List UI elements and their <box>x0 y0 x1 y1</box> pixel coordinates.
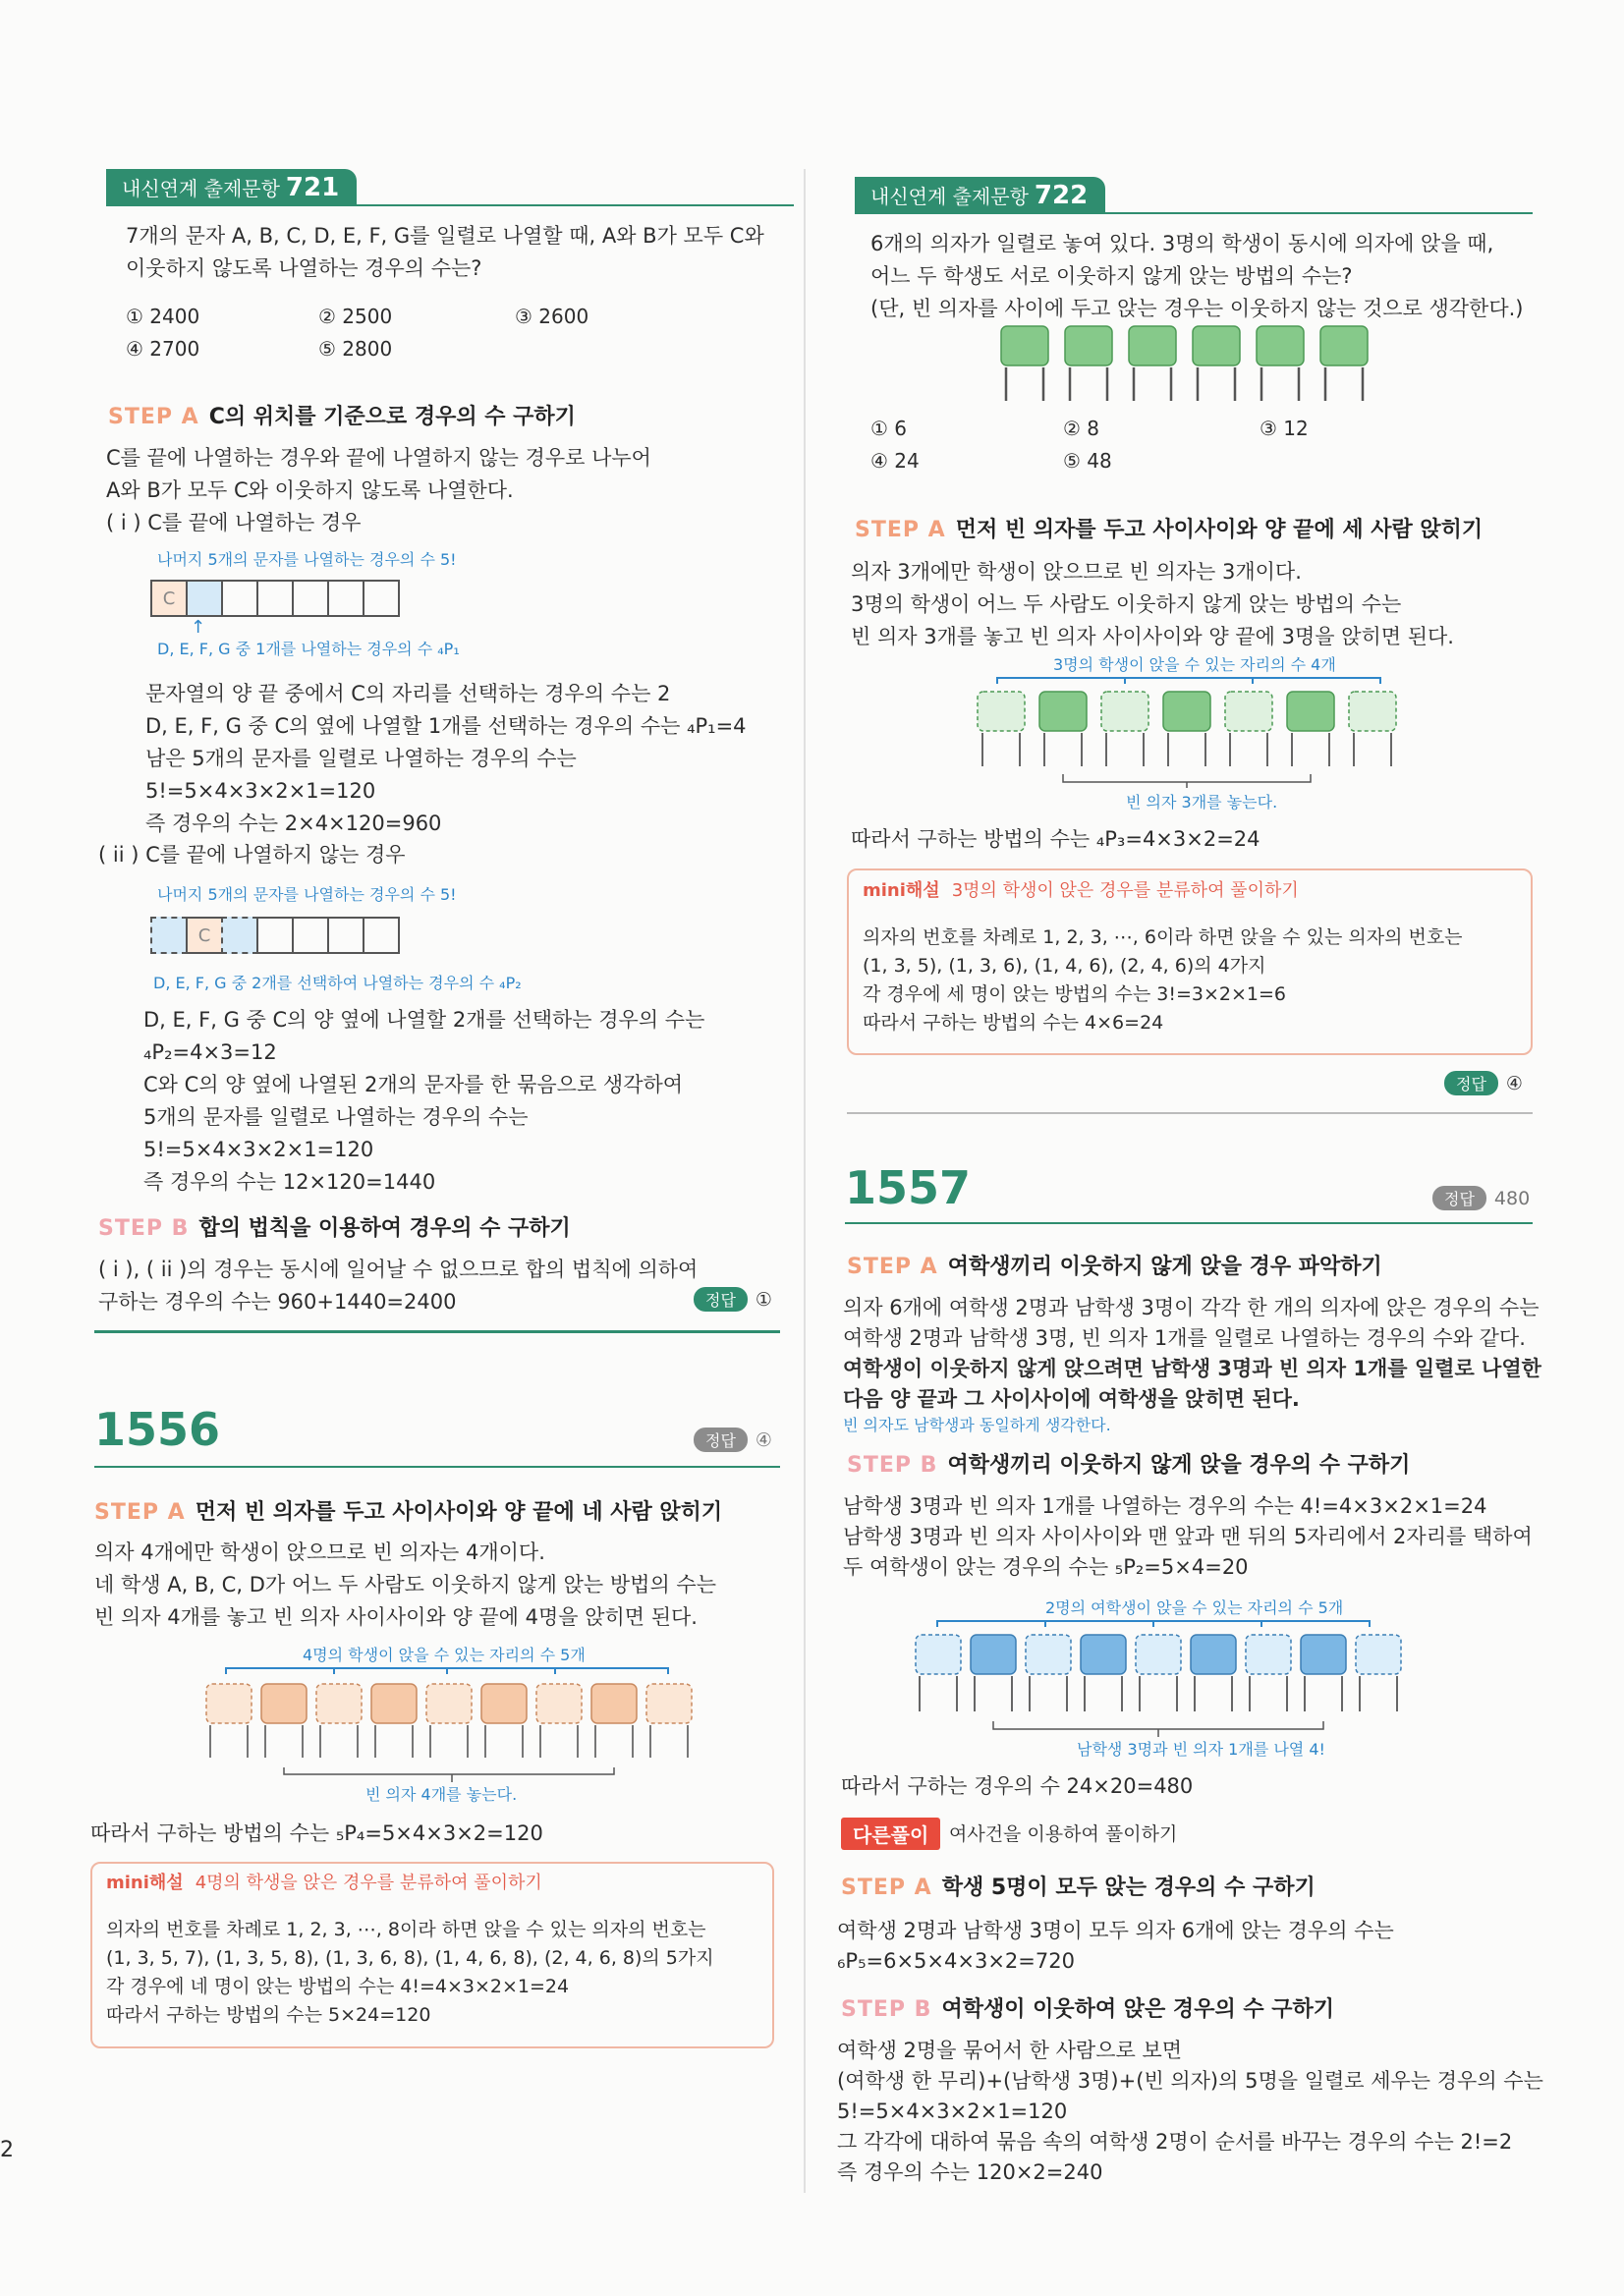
q722-text: 6개의 의자가 일렬로 놓여 있다. 3명의 학생이 동시에 의자에 앉을 때, 어느 두 학생도 서로 이웃하지 않게 앉는 방법의 수는? (단, 빈 의자를 사이에 두고 앉는 경우는 이웃하지 않는 것으로 생각한다.) <box>870 232 1524 320</box>
page-number: 2 <box>0 2138 14 2162</box>
p1557-alt-body-a: 여학생 2명과 남학생 3명이 모두 의자 6개에 앉는 경우의 수는 ₆P₅=6×5×4×3×2=720 <box>837 1919 1394 1973</box>
p1556-fig-bottom-label: 빈 의자 4개를 놓는다. <box>365 1785 518 1804</box>
diagram2-boxes: C <box>150 917 398 954</box>
p1557-alt-step-b: STEP B 여학생이 이웃하여 앉은 경우의 수 구하기 <box>841 1997 1335 2022</box>
q722-result: 따라서 구하는 방법의 수는 ₄P₃=4×3×2=24 <box>851 827 1260 851</box>
p1557-answer: 정답 480 <box>1432 1186 1530 1210</box>
p1557-body-b: 남학생 3명과 빈 의자 1개를 나열하는 경우의 수는 4!=4×3×2×1=24 남학생 3명과 빈 의자 사이사이와 맨 앞과 맨 뒤의 5자리에서 2자리를 택하여 두 여학생이 앉는 경우의 수는 ₅P₂=5×4=20 <box>843 1494 1533 1579</box>
p1556-chairs-figure <box>196 1664 727 1792</box>
p1557-alt-step-a: STEP A 학생 5명이 모두 앉는 경우의 수 구하기 <box>841 1876 1316 1900</box>
q721-text: 7개의 문자 A, B, C, D, E, F, G를 일렬로 나열할 때, A와 B가 모두 C와 이웃하지 않도록 나열하는 경우의 수는? <box>126 224 764 280</box>
p1556-answer: 정답 ④ <box>694 1428 772 1452</box>
p1556-step-a: STEP A 먼저 빈 의자를 두고 사이사이와 양 끝에 네 사람 앉히기 <box>94 1500 723 1525</box>
diagram1-boxes <box>150 580 398 617</box>
p1557-fig-bottom-label: 남학생 3명과 빈 의자 1개를 나열 4! <box>1077 1740 1325 1759</box>
q722-fig-top-label: 3명의 학생이 앉을 수 있는 자리의 수 4개 <box>1053 655 1336 674</box>
q722-header: 내신연계 출제문항 722 <box>855 177 1105 214</box>
q721-step-a: STEP A C의 위치를 기준으로 경우의 수 구하기 <box>108 405 576 429</box>
p1557-body-a: 의자 6개에 여학생 2명과 남학생 3명이 각각 한 개의 의자에 앉은 경우의 수는 여학생 2명과 남학생 3명, 빈 의자 1개를 일렬로 나열하는 경우의 수와 같다. 여학생이 이웃하지 않게 앉으려면 남학생 3명과 빈 의자 1개를 일렬로 나열한 다음 양 끝과 그 사이사이에 여학생을 앉히면 된다. <box>843 1296 1541 1411</box>
q721-step-b: STEP B 합의 법칙을 이용하여 경우의 수 구하기 <box>98 1216 571 1241</box>
q721-choices: ① 2400 ② 2500 ③ 2600 ④ 2700 ⑤ 2800 <box>126 305 589 361</box>
q721-body3: D, E, F, G 중 C의 양 옆에 나열할 2개를 선택하는 경우의 수는 ₄P₂=4×3=12 C와 C의 양 옆에 나열된 2개의 문자를 한 묶음으로 생각하여 5개의 문자를 일렬로 나열하는 경우의 수는 5!=5×4×3×2×1=120 즉 경우의 수는 12×120=1440 <box>143 1008 705 1194</box>
q722-answer: 정답 ④ <box>1444 1071 1523 1095</box>
q722-choices: ① 6 ② 8 ③ 12 ④ 24 ⑤ 48 <box>870 417 1309 473</box>
case-2: ( ii ) C를 끝에 나열하지 않는 경우 <box>98 843 406 867</box>
badge: 내신연계 <box>122 177 198 200</box>
q722-step-a: STEP A 먼저 빈 의자를 두고 사이사이와 양 끝에 세 사람 앉히기 <box>855 518 1484 542</box>
q721-answer: 정답 ① <box>694 1287 772 1312</box>
letter-c: C <box>150 580 188 617</box>
diagram2-top-label: 나머지 5개의 문자를 나열하는 경우의 수 5! <box>157 885 457 904</box>
p1557-chairs-figure <box>908 1617 1419 1743</box>
alt-solution-desc: 여사건을 이용하여 풀이하기 <box>949 1823 1178 1845</box>
q722-mini-text: 의자의 번호를 차례로 1, 2, 3, ⋯, 6이라 하면 앉을 수 있는 의자의 번호는 (1, 3, 5), (1, 3, 6), (1, 4, 6), (2, 4, 6)의 4가지 각 경우에 세 명이 앉는 방법의 수는 3!=3×2×1=6 따라서 구하는 방법의 수는 4×6=24 <box>863 926 1463 1034</box>
diagram1-bottom-label: D, E, F, G 중 1개를 나열하는 경우의 수 ₄P₁ <box>157 640 460 658</box>
p1556-result: 따라서 구하는 방법의 수는 ₅P₄=5×4×3×2=120 <box>90 1821 543 1845</box>
q722-chairs-figure-2 <box>973 674 1425 792</box>
alt-solution-tag: 다른풀이 <box>841 1818 940 1850</box>
q721-body2: 문자열의 양 끝 중에서 C의 자리를 선택하는 경우의 수는 2 D, E, F, G 중 C의 옆에 나열할 1개를 선택하는 경우의 수는 ₄P₁=4 남은 5개의 문자를 일렬로 나열하는 경우의 수는 5!=5×4×3×2×1=120 즉 경우의 수는 2×4×120=960 <box>145 682 747 835</box>
problem-1557-number: 1557 <box>845 1161 972 1214</box>
q722-chairs-figure <box>996 322 1399 405</box>
q721-body1: C를 끝에 나열하는 경우와 끝에 나열하지 않는 경우로 나누어 A와 B가 모두 C와 이웃하지 않도록 나열한다. ( i ) C를 끝에 나열하는 경우 <box>106 446 651 534</box>
q722-fig-bottom-label: 빈 의자 3개를 놓는다. <box>1126 793 1278 812</box>
p1557-result: 따라서 구하는 경우의 수 24×20=480 <box>841 1774 1194 1798</box>
p1557-step-b: STEP B 여학생끼리 이웃하지 않게 앉을 경우의 수 구하기 <box>847 1453 1411 1478</box>
p1557-note: 빈 의자도 남학생과 동일하게 생각한다. <box>843 1416 1111 1434</box>
problem-1556-number: 1556 <box>94 1403 221 1456</box>
q722-body: 의자 3개에만 학생이 앉으므로 빈 의자는 3개이다. 3명의 학생이 어느 두 사람도 이웃하지 않게 앉는 방법의 수는 빈 의자 3개를 놓고 빈 의자 사이사이와 양 끝에 3명을 앉히면 된다. <box>851 560 1454 648</box>
p1556-fig-top-label: 4명의 학생이 앉을 수 있는 자리의 수 5개 <box>303 1646 586 1664</box>
label: 출제문항 <box>203 177 280 200</box>
diagram2-bottom-label: D, E, F, G 중 2개를 선택하여 나열하는 경우의 수 ₄P₂ <box>153 974 522 992</box>
p1556-mini-tag: mini해설 4명의 학생을 앉은 경우를 분류하여 풀이하기 <box>106 1873 542 1893</box>
p1556-body: 의자 4개에만 학생이 앉으므로 빈 의자는 4개이다. 네 학생 A, B, C, D가 어느 두 사람도 이웃하지 않게 앉는 방법의 수는 빈 의자 4개를 놓고 빈 의자 사이사이와 양 끝에 4명을 앉히면 된다. <box>94 1540 716 1629</box>
q722-mini-tag: mini해설 3명의 학생이 앉은 경우를 분류하여 풀이하기 <box>863 880 1299 901</box>
p1556-mini-text: 의자의 번호를 차례로 1, 2, 3, ⋯, 8이라 하면 앉을 수 있는 의자의 번호는 (1, 3, 5, 7), (1, 3, 5, 8), (1, 3, 6, 8), (1, 4, 6, 8), (2, 4, 6, 8)의 5가지 각 경우에 네 명이 앉는 방법의 수는 4!=4×3×2×1=24 따라서 구하는 방법의 수는 5×24=120 <box>106 1919 714 2026</box>
q721-header <box>106 169 357 206</box>
p1557-step-a: STEP A 여학생끼리 이웃하지 않게 앉을 경우 파악하기 <box>847 1255 1382 1279</box>
q721-body4: ( i ), ( ii )의 경우는 동시에 일어날 수 없으므로 합의 법칙에 의하여 구하는 경우의 수는 960+1440=2400 <box>98 1258 699 1314</box>
question-number: 721 <box>285 173 340 202</box>
p1557-alt-body-b: 여학생 2명을 묶어서 한 사람으로 보면 (여학생 한 무리)+(남학생 3명)+(빈 의자)의 5명을 일렬로 세우는 경우의 수는 5!=5×4×3×2×1=120 그 각각에 대하여 묶음 속의 여학생 2명이 순서를 바꾸는 경우의 수는 2!=2 즉 경우의 수는 120×2=240 <box>837 2039 1543 2184</box>
diagram1-top-label: 나머지 5개의 문자를 나열하는 경우의 수 5! <box>157 550 457 569</box>
p1557-fig-top-label: 2명의 여학생이 앉을 수 있는 자리의 수 5개 <box>1045 1598 1344 1617</box>
